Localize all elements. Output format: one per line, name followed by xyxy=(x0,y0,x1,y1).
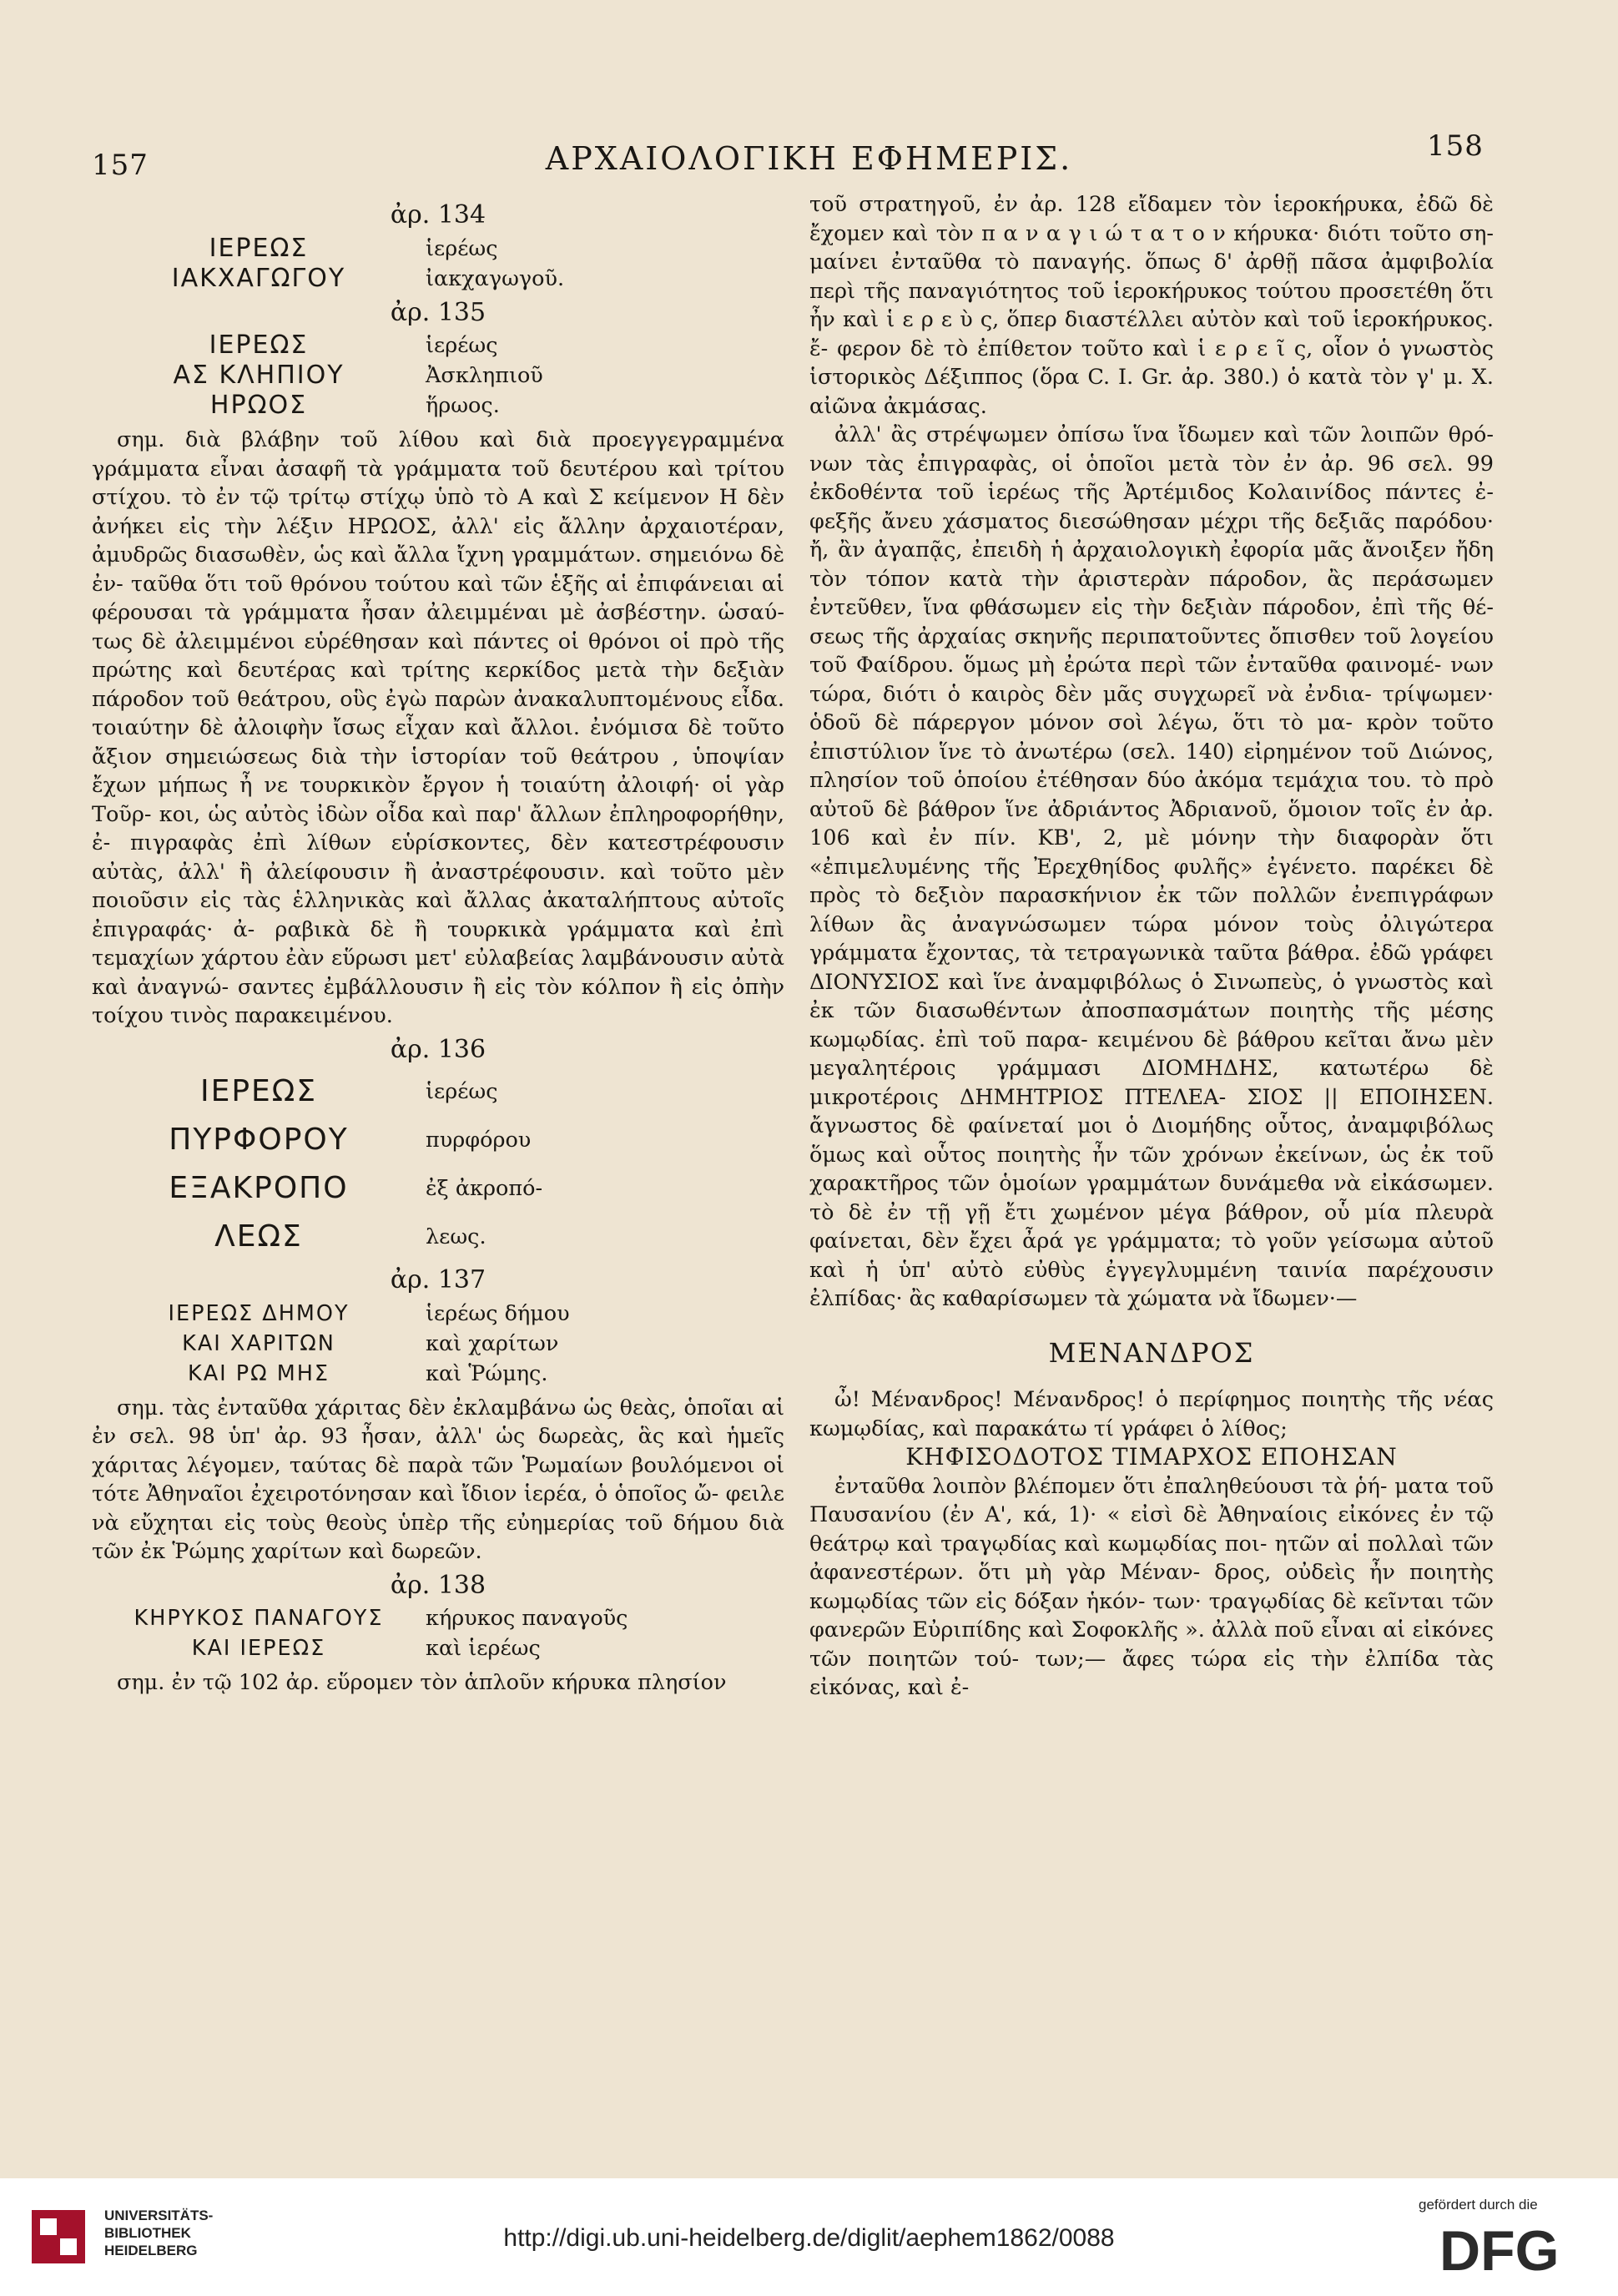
note-138: σημ. ἐν τῷ 102 ἀρ. εὕρομεν τὸν ἁπλοῦν κήρυκα πλησίον xyxy=(117,1670,727,1695)
inscription-line: ΙΕΡΕΩΣ xyxy=(209,233,309,263)
text-line: καὶ ἱ ε ρ ε ὺ ς, ὅπερ διαστέλλει αὐτὸν καὶ τοῦ ἱεροκήρυκος. ἔ- xyxy=(809,307,1495,361)
text-line: μαίνει ἐνταῦθα τὸ παναγής. ὅπως δ' ἀρθῇ πᾶσα ἀμφιβολία περὶ xyxy=(809,250,1494,304)
text-line: πλευρὰ φαίνεται, δὲν ἔχει ἆρά γε γράμματα; τὸ γοῦν γείσωμα xyxy=(809,1199,1494,1254)
transcription-line: ἱερέως xyxy=(426,1079,498,1104)
transcription-line: ἱερέως xyxy=(426,235,498,261)
text-line: τως δὲ ἀλειμμένοι εὑρέθησαν καὶ πάντες οἱ θρόνοι οἱ πρὸ τῆς xyxy=(92,628,784,654)
inscription-line: ΙΑΚΧΑΓΩΓΟΥ xyxy=(171,263,346,293)
inscription-line: ΙΕΡΕΩΣ ΔΗΜΟΥ xyxy=(168,1300,350,1326)
transcription-line: ἰακχαγωγοῦ. xyxy=(426,265,565,291)
transcription-line: καὶ χαρίτων xyxy=(426,1330,559,1356)
text-line: τῆς νέας κωμῳδίας, καὶ παρακάτω τί γράφει ὁ λίθος; xyxy=(809,1387,1495,1441)
note-137 xyxy=(92,1394,784,1567)
inscription-number-137: ἀρ. 137 xyxy=(390,1265,486,1294)
inscription-134 xyxy=(92,234,784,294)
text-line: «ἐπιμελυμένης τῆς Ἐρεχθηίδος φυλῆς» ἐγένετο. παρέκει δὲ πρὸς xyxy=(809,854,1494,908)
text-line: τρίψωμεν· ὁδοῦ δὲ πάρεργον μόνον σοὶ λέγω, ὅτι τὸ μα- xyxy=(809,681,1494,735)
source-url[interactable]: http://digi.ub.uni-heidelberg.de/diglit/aephem1862/0088 xyxy=(503,2224,1115,2252)
inscription-134-transcription xyxy=(426,234,784,294)
text-line: ΣΙΟΣ || ΕΠΟΙΗΣΕΝ. ἄγνωστος δὲ φαίνεταί μοι ὁ Διομήδης οὗτος, xyxy=(809,1084,1495,1138)
transcription-line: ἱερέως δήμου xyxy=(426,1300,570,1326)
text-line: αἱ ἐν σελ. 98 ὑπ' ἀρ. 93 ἦσαν, ἀλλ' ὡς δωρεὰς, ἃς καὶ ἡμεῖς xyxy=(92,1395,784,1449)
text-line: τὰς ἑλληνικὰς καὶ ἄλλας ἀκαταλήπτους αὐτοῖς ἐπιγραφάς· ἀ- xyxy=(92,888,784,942)
text-line: ἐν τῷ τρίτῳ στίχῳ ὑπὸ τὸ Α καὶ Σ κείμενον Η δὲν ἀνήκει xyxy=(92,485,784,539)
text-line: δήμου διὰ τῶν ἐκ Ῥώμης χαρίτων καὶ δωρεῶν. xyxy=(92,1510,784,1564)
text-line: πάροδον τοῦ θεάτρου, οὓς ἐγὼ παρὼν ἀνακαλυπτομένους εἶδα. xyxy=(92,686,784,712)
text-line: των· τραγῳδίας δὲ κεῖνται τῶν φανερῶν Εὐριπίδης καὶ xyxy=(809,1588,1494,1643)
inscription-line: ΙΕΡΕΩΣ xyxy=(199,1074,318,1108)
inscription-line: ΚΑΙ ΙΕΡΕΩΣ xyxy=(191,1636,326,1661)
text-line: τοιαύτην δὲ ἀλοιφὴν ἴσως εἶχαν καὶ ἄλλοι. ἐνόμισα δὲ τοῦτο xyxy=(92,715,784,740)
inscription-number-138: ἀρ. 138 xyxy=(390,1570,486,1600)
text-line: ητῶν αἱ πολλαὶ τῶν ἀφανεστέρων. ὅτι μὴ γὰρ Μέναν- xyxy=(809,1531,1494,1585)
journal-title: ΑΡΧΑΙΟΛΟΓΙΚΗ ΕΦΗΜΕΡΙΣ. xyxy=(545,140,1073,177)
text-line: τοῖς ἐν ἀρ. 106 καὶ ἐν πίν. ΚΒ', 2, μὲ μόνην τὴν διαφορὰν ὅτι xyxy=(809,796,1494,850)
text-line: ἤδη τὸν τόπον κατὰ τὴν ἀριστερὰν πάροδον, ἂς περάσωμεν xyxy=(809,537,1494,592)
text-line: τὸ δεξιὸν παρασκήνιον ἐκ τῶν πολλῶν ἐνεπιγράφων λίθων ἂς xyxy=(809,883,1494,937)
section-title: ΜΕΝΑΝΔΡΟΣ xyxy=(1048,1336,1255,1369)
transcription-line: καὶ ἱερέως xyxy=(426,1636,541,1661)
text-line: τοῦ Φαίδρου. ὅμως μὴ ἐρώτα περὶ τῶν ἐνταῦθα φαινομέ- xyxy=(809,653,1442,678)
inscription-137-original xyxy=(92,1299,426,1389)
text-line: νων τὰς ἐπιγραφὰς, οἱ ὁποῖοι μετὰ τὸν ἐν ἀρ. 96 σελ. 99 xyxy=(809,451,1494,477)
text-line: ΔΙΟΜΗΔΗΣ, κατωτέρω δὲ μικροτέροις ΔΗΜΗΤΡΙΟΣ ΠΤΕΛΕΑ- xyxy=(809,1056,1494,1110)
dfg-logo-text: DFG xyxy=(1439,2220,1560,2278)
dfg-logo-icon xyxy=(1439,2220,1598,2278)
inscription-line: ΚΑΙ ΡΩ ΜΗΣ xyxy=(187,1360,330,1386)
text-line: φερον δὲ τὸ ἐπίθετον τοῦτο καὶ ἱ ε ρ ε ῖ ς, οἷον ὁ γνωστὸς xyxy=(837,336,1495,361)
text-line: ματα τοῦ Παυσανίου (ἐν Α', κά, 1)· « εἰσὶ δὲ Ἀθηναίοις xyxy=(809,1473,1494,1527)
text-line: παρακειμένου. xyxy=(234,1003,393,1028)
text-line: ἐὰν εὕρωσι μετ' εὐλαβείας λαμβάνουσιν αὐτὰ καὶ ἀναγνώ- xyxy=(92,946,785,1000)
inscription-line: ΚΑΙ ΧΑΡΙΤΩΝ xyxy=(182,1330,335,1356)
inscription-line: ΚΗΡΥΚΟΣ ΠΑΝΑΓΟΥΣ xyxy=(134,1606,384,1631)
transcription-line: λεως. xyxy=(426,1224,486,1249)
text-line: κοι, ὡς αὐτὸς ἰδὼν οἶδα καὶ παρ' ἄλλων ἐπληροφορήθην, ἐ- xyxy=(92,801,784,855)
text-line: ἀποσπασμάτων ποιητὴς τῆς μέσης κωμῳδίας. ἐπὶ τοῦ παρα- xyxy=(809,998,1495,1052)
text-line: μ. Χ. αἰῶνα ἀκμάσας. xyxy=(809,365,1495,419)
library-name-line: BIBLIOTHEK xyxy=(104,2225,191,2241)
text-line: πιγραφὰς ἐπὶ λίθων εὑρίσκοντες, δὲν κατεστρέφουσιν αὐτὰς, ἀλλ' xyxy=(92,830,784,885)
text-line: νων τώρα, διότι ὁ καιρὸς δὲν μᾶς συγχωρεῖ νὰ ἐνδια- xyxy=(809,653,1495,707)
text-line: σεως τῆς ἀρχαίας σκηνῆς περιπατοῦντες ὄπισθεν τοῦ λογείου xyxy=(809,623,1494,649)
transcription-line: ἱερέως xyxy=(426,333,498,358)
text-line: σαντες ἐμβάλλουσιν ἢ εἰς τὸν κόλπον ἢ εἰς ὀπὴν τοίχου τινὸς xyxy=(92,974,784,1028)
text-line: ὡς ἐκ τοῦ χαρακτῆρος τῶν ὁμοίων γραμμάτων δυνάμεθα νὰ xyxy=(809,1142,1494,1196)
paragraph-1 xyxy=(809,190,1494,421)
transcription-line: ἐξ ἀκροπό- xyxy=(426,1176,543,1201)
inscription-number-135: ἀρ. 135 xyxy=(390,297,486,327)
text-line: κειμένου δὲ βάθρου κεῖται ἄνω μὲν μεγαλητέροις γράμμασι xyxy=(809,1027,1494,1081)
text-line: τετραγωνικὰ ταῦτα βάθρα. ἐδῶ γράφει ΔΙΟΝΥΣΙΟΣ καὶ ἵνε xyxy=(809,941,1494,995)
inscription-line: ΗΡΩΟΣ xyxy=(209,391,308,420)
inscription-138-original xyxy=(92,1603,426,1663)
text-line: ἀναμφιβόλως ὅμως καὶ οὗτος ποιητὴς ἦν τῶν χρόνων ἐκείνων, xyxy=(809,1113,1494,1168)
transcription-line: κήρυκος παναγοῦς xyxy=(426,1606,628,1631)
transcription-line: Ἀσκληπιοῦ xyxy=(426,363,543,388)
inscription-138 xyxy=(92,1603,784,1663)
text-line: ἔχομεν καὶ τὸν π α ν α γ ι ώ τ α τ ο ν κήρυκα· διότι τοῦτο ση- xyxy=(809,220,1494,246)
text-line: Σοφοκλῆς ». ἀλλὰ ποῦ εἶναι αἱ εἰκόνες τῶν ποιητῶν τού- xyxy=(809,1617,1495,1672)
inscription-line: ΕΞΑΚΡΟΠΟ xyxy=(169,1171,349,1205)
text-line: φέρουσαι τὰ γράμματα ἦσαν ἀλειμμέναι μὲ ἀσβέστην. ὡσαύ- xyxy=(92,600,784,625)
text-line: τότε Ἀθηναῖοι ἐχειροτόνησαν καὶ ἴδιον ἱερέα, ὁ ὁποῖος ὤ- xyxy=(92,1481,719,1506)
inscription-number-136: ἀρ. 136 xyxy=(390,1034,486,1064)
transcription-line: καὶ Ῥώμης. xyxy=(426,1360,548,1386)
text-line: Διώνος, πλησίον τοῦ ὁποίου ἐτέθησαν δύο ἀκόμα τεμάχια xyxy=(809,739,1495,793)
text-line: τοῦ στρατηγοῦ, ἐν ἀρ. 128 εἴδαμεν τὸν ἱεροκήρυκα, ἐδῶ δὲ xyxy=(809,192,1494,217)
inscription-135-transcription xyxy=(426,331,784,421)
text-line: κρὸν τοῦτο ἐπιστύλιον ἵνε τὸ ἀνωτέρω (σελ. 140) εἰρημένον τοῦ xyxy=(809,710,1494,764)
text-line: φεξῆς ἄνευ χάσματος διεσώθησαν μέχρι τῆς δεξιᾶς παρόδου· xyxy=(809,508,1494,534)
page-number-left: 157 xyxy=(92,149,149,182)
text-line: σημ. τὰς ἐνταῦθα χάριτας δὲν ἐκλαμβάνω ὡς θεὰς, ὁποῖαι xyxy=(117,1395,755,1420)
inscription-136-original xyxy=(92,1067,426,1261)
left-column xyxy=(92,196,784,1698)
text-line: εἰκάσωμεν. τὸ δὲ ἐν τῇ γῇ ἔτι χωμένον μέγα βάθρον, οὗ μία xyxy=(809,1171,1494,1225)
text-line: σημ. διὰ βλάβην τοῦ λίθου καὶ διὰ προεγγεγραμμένα γράμματα xyxy=(92,427,784,482)
text-line: ἀναγνώσωμεν τώρα μόνον τοὺς ὀλιγώτερα γράμματα ἔχοντας, τὰ xyxy=(809,911,1494,966)
text-line: ραβικὰ δὲ ἢ τουρκικὰ γράμματα καὶ ἐπὶ τεμαχίων χάρτου xyxy=(92,916,784,971)
footer xyxy=(0,2178,1618,2296)
text-line: ἐκδοθέντα τοῦ ἱερέως τῆς Ἀρτέμιδος Κολαινίδος πάντες ἐ- xyxy=(809,480,1494,505)
text-line: χάριτας λέγομεν, ταύτας δὲ παρὰ τῶν Ῥωμαίων βουλόμενοι οἱ xyxy=(92,1452,784,1478)
library-name-line: UNIVERSITÄTS- xyxy=(104,2208,214,2223)
text-line: των;— ἄφες τώρα εἰς τὴν ἐλπίδα τὰς εἰκόνας, καὶ ἐ- xyxy=(809,1646,1495,1700)
library-name-line: HEIDELBERG xyxy=(104,2243,198,2258)
inscription-number-134: ἀρ. 134 xyxy=(390,200,486,230)
text-line: του. τὸ πρὸ αὐτοῦ δὲ βάθρον ἵνε ἀδριάντος Ἀδριανοῦ, ὅμοιον xyxy=(809,768,1494,822)
text-line: ἐντεῦθεν, ἵνα φθάσωμεν εἰς τὴν δεξιὰν πάροδον, ἐπὶ τῆς θέ- xyxy=(809,595,1494,620)
text-line: διασωθὲν, ὡς καὶ ἄλλα ἴχνη γραμμάτων. σημειόνω δὲ ἐν- xyxy=(92,542,784,597)
inscription-line: ΑΣ ΚΛΗΠΙΟΥ xyxy=(173,361,345,390)
inscription-137-transcription xyxy=(426,1299,784,1389)
text-line: ἢ ἀλείφουσιν ἢ ἀναστρέφουσιν. καὶ τοῦτο μὲν ποιοῦσιν εἰς xyxy=(92,859,785,913)
text-line: εἰκόνες ἐν τῷ θεάτρῳ καὶ τραγῳδίας καὶ κωμῳδίας ποι- xyxy=(809,1502,1494,1557)
inscription-134-original xyxy=(92,234,426,294)
text-line: πρώτης καὶ δευτέρας καὶ τρίτης κερκίδος μετὰ τὴν δεξιὰν xyxy=(92,658,784,683)
text-line: αὐτοῦ καὶ ἡ ὑπ' αὐτὸ εὐθὺς ἐγγεγλυμμένη ταινία παρέχουσιν xyxy=(809,1229,1495,1283)
transcription-line: ἥρωος. xyxy=(426,393,500,418)
page-number-right: 158 xyxy=(1427,129,1484,163)
funded-by-text: gefördert durch die xyxy=(1419,2197,1538,2213)
text-line: ἐλπίδας· ἂς καθαρίσωμεν τὰ χώματα νὰ ἴδωμεν·— xyxy=(809,1286,1358,1311)
text-line: φειλε νὰ εὔχηται εἰς τοὺς θεοὺς ὑπὲρ τῆς εὐημερίας τοῦ xyxy=(92,1481,784,1536)
inscription-menander: ΚΗΦΙΣΟΔΟΤΟΣ ΤΙΜΑΡΧΟΣ ΕΠΟΗΣΑΝ xyxy=(905,1443,1398,1471)
text-line: τῆς παναγιότητος τοῦ ἱεροκήρυκος τούτου προσετέθη ὅτι ἦν xyxy=(809,278,1494,332)
inscription-137 xyxy=(92,1299,784,1389)
text-line: ἀλλ' ἂς στρέψωμεν ὀπίσω ἵνα ἴδωμεν καὶ τῶν λοιπῶν θρό- xyxy=(834,422,1494,447)
text-line: ἀναμφιβόλως ὁ Σινωπεὺς, ὁ γνωστὸς καὶ ἐκ τῶν διασωθέντων xyxy=(809,969,1495,1023)
text-line: δρος, οὐδεὶς ἦν ποιητὴς κωμῳδίας τῶν εἰς δόξαν ἡκόν- xyxy=(809,1560,1495,1614)
text-line: εἶναι ἀσαφῆ τὰ γράμματα τοῦ δευτέρου καὶ τρίτου στίχου. τὸ xyxy=(92,456,784,510)
inscription-136-transcription xyxy=(426,1067,784,1261)
inscription-line: ΠΥΡΦΟΡΟΥ xyxy=(169,1123,349,1157)
transcription-line: πυρφόρου xyxy=(426,1128,532,1153)
text-line: ὦ! Μένανδρος! Μένανδρος! ὁ περίφημος ποιητὴς xyxy=(834,1387,1386,1412)
inscription-135 xyxy=(92,331,784,421)
paragraph-2 xyxy=(809,421,1494,1314)
right-column xyxy=(809,190,1494,1703)
paragraph-4 xyxy=(809,1472,1494,1703)
inscription-135-original xyxy=(92,331,426,421)
text-line: ἄξιον σημειώσεως διὰ τὴν ἱστορίαν τοῦ θεάτρου , ὑποψίαν ἔχων xyxy=(92,744,784,798)
text-line: ἤ, ἂν ἀγαπᾷς, ἐπειδὴ ἡ ἀρχαιολογικὴ ἐφορία μᾶς ἄνοιξεν xyxy=(809,537,1447,563)
text-line: εἰς τὴν λέξιν ΗΡΩΟΣ, ἀλλ' εἰς ἄλλην ἀρχαιοτέραν, ἀμυδρῶς xyxy=(92,513,784,568)
note-135 xyxy=(92,426,784,1031)
inscription-136 xyxy=(92,1067,784,1261)
inscription-line: ΛΕΩΣ xyxy=(214,1219,303,1254)
text-line: μήπως ἦ νε τουρκικὸν ἔργον ἡ τοιαύτη ἀλοιφή· οἱ γὰρ Τοῦρ- xyxy=(92,773,784,827)
text-line: ταῦθα ὅτι τοῦ θρόνου τούτου καὶ τῶν ἑξῆς αἱ ἐπιφάνειαι αἱ xyxy=(130,571,784,597)
text-line: ἐνταῦθα λοιπὸν βλέπομεν ὅτι ἐπαληθεύουσι τὰ ῥή- xyxy=(834,1473,1388,1499)
text-line: ἱστορικὸς Δέξιππος (ὅρα C. I. Gr. ἀρ. 380.) ὁ κατὰ τὸν γ' xyxy=(809,365,1435,390)
paragraph-3 xyxy=(809,1385,1494,1443)
inscription-line: ΙΕΡΕΩΣ xyxy=(209,331,309,360)
inscription-138-transcription xyxy=(426,1603,784,1663)
